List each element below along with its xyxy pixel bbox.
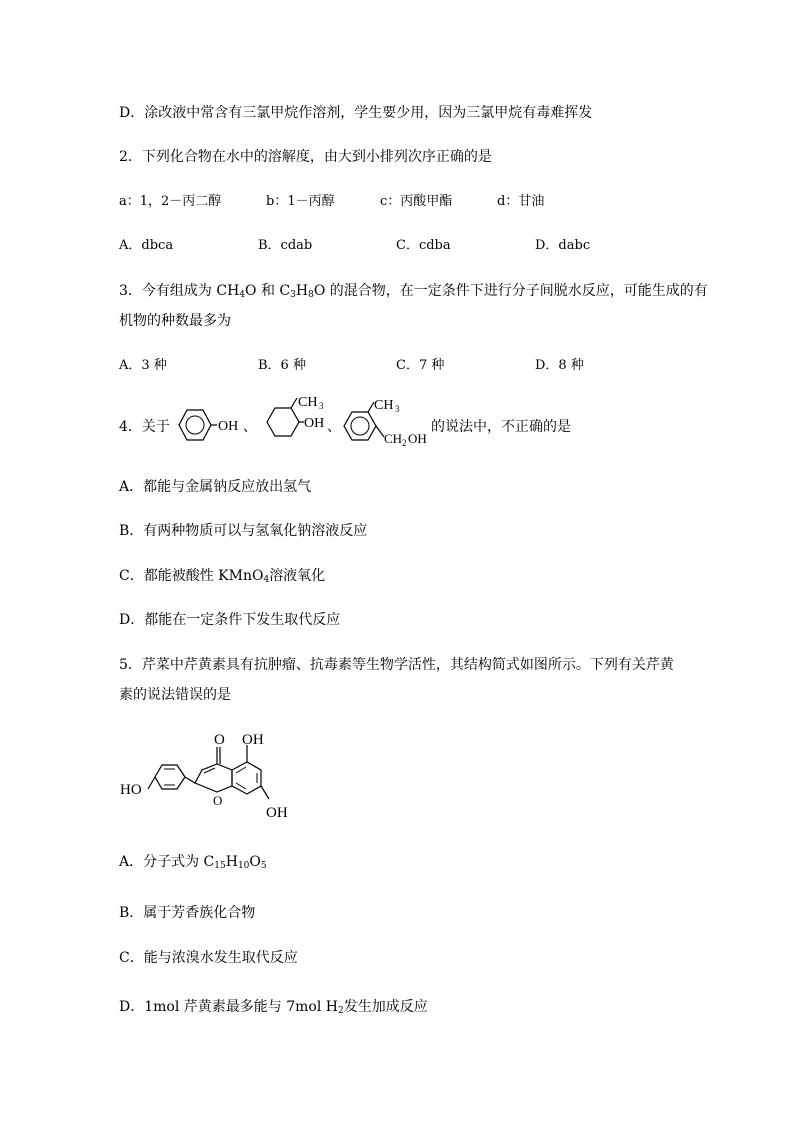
ch3-subscript: 3 [395,404,400,414]
q5-option-d-post: 发生加成反应 [343,999,428,1015]
formula-subscript: 10 [237,861,250,871]
q3-stem [119,281,708,305]
aromatic-circle [351,417,369,435]
q2-option-a: A．dbca [119,238,174,253]
formula-subscript: 5 [260,861,267,871]
q2-stem: 2．下列化合物在水中的溶解度，由大到小排列次序正确的是 [119,149,492,165]
ch3-label: CH [374,398,394,413]
q2-option-d: D．dabc [535,238,591,253]
ring-o-label: O [213,793,223,808]
q3-stem-line2: 机物的种数最多为 [119,313,231,329]
double-bond [236,767,246,773]
q3-stem-post: 的混合物，在一定条件下进行分子间脱水反应，可能生成的有 [325,283,708,299]
oh-top-label: OH [242,732,264,748]
carbonyl-o-label: O [214,732,225,748]
q4-option-c-post: 溶液氧化 [269,568,326,584]
formula-c3h8o [279,283,325,299]
q4-sep-1: 、 [243,419,257,435]
formula-subscript: 3 [290,290,296,300]
oh-label: OH [218,419,239,434]
q2-item-d: d：甘油 [497,194,545,209]
methylcyclohexanol-structure [257,394,337,452]
q5-option-d-pre: D．1mol 芹黄素最多能与 7mol H [119,999,338,1015]
q2-item-c: c：丙酸甲酯 [380,194,453,209]
formula-subscript: 15 [214,861,226,871]
double-bond [236,783,246,789]
q5-stem-line1: 5．芹菜中芹黄素具有抗肿瘤、抗毒素等生物学活性，其结构简式如图所示。下列有关芹黄 [119,657,674,673]
formula-subscript: 4 [239,290,246,300]
bond [261,786,269,799]
q5-option-a [119,852,267,876]
q3-option-d: D．8 种 [535,358,584,373]
bond [376,426,384,437]
oh-label: OH [304,416,325,431]
formula-part: H [225,854,238,870]
q3-option-a: A．3 种 [119,358,167,373]
aromatic-circle [186,416,204,434]
q2-item-b: b：1－丙醇 [266,194,335,209]
methylbenzyl-alcohol-structure [342,394,434,452]
phenol-structure [165,403,245,449]
formula-subscript: 8 [308,290,314,300]
formula-subscript: 2 [337,1006,344,1016]
q4-sep-2: 、 [327,419,341,435]
q1-option-d: D．涂改液中常含有三氯甲烷作溶剂，学生要少用，因为三氯甲烷有毒难挥发 [119,105,593,121]
formula-part: O [245,283,257,299]
q5-option-d [119,997,428,1021]
ch2oh-oh-label: OH [408,431,427,446]
apigenin-structure [115,725,300,825]
formula-part: H [295,283,309,299]
q3-option-c: C．7 种 [396,358,445,373]
q5-option-c: C．能与浓溴水发生取代反应 [119,950,298,966]
q2-option-b: B．cdab [258,238,313,253]
bond [291,398,297,408]
q4-stem-pre: 4．关于 [119,419,170,435]
q3-mid: 和 [256,283,280,299]
ch2oh-label: CH [384,431,403,446]
ch2-subscript: 2 [402,438,407,448]
oh-bottom-label: OH [266,805,288,821]
benzene-ring [344,412,376,440]
cyclohexane-ring [267,408,299,436]
q2-item-a: a：1，2－丙二醇 [119,194,222,209]
q5-option-b: B．属于芳香族化合物 [119,905,256,921]
q5-option-a-pre: A．分子式为 C [119,854,215,870]
formula-part: CH [216,283,240,299]
ch3-label: CH [298,395,318,410]
q4-option-c-sub: 4 [263,575,270,585]
formula-part: O [249,854,261,870]
benzene-ring [179,410,211,440]
bond [148,777,155,789]
q4-option-d: D．都能在一定条件下发生取代反应 [119,612,341,628]
q5-stem-line2: 素的说法错误的是 [119,687,231,703]
bond [185,777,195,783]
q4-stem-post: 的说法中，不正确的是 [431,419,571,435]
q2-option-c: C．cdba [396,238,451,253]
q3-option-b: B．6 种 [258,358,306,373]
ho-left-label: HO [120,782,142,798]
q3-stem-pre: 3．今有组成为 [119,283,217,299]
q4-option-a: A．都能与金属钠反应放出氢气 [119,479,312,495]
q4-option-b: B．有两种物质可以与氢氧化钠溶液反应 [119,523,368,539]
q4-option-c-pre: C．都能被酸性 KMnO [119,568,264,584]
q4-option-c [119,566,325,590]
ch3-subscript: 3 [319,401,324,411]
formula-ch4o [216,283,256,299]
formula-part: C [279,283,291,299]
formula-part: O [313,283,326,299]
